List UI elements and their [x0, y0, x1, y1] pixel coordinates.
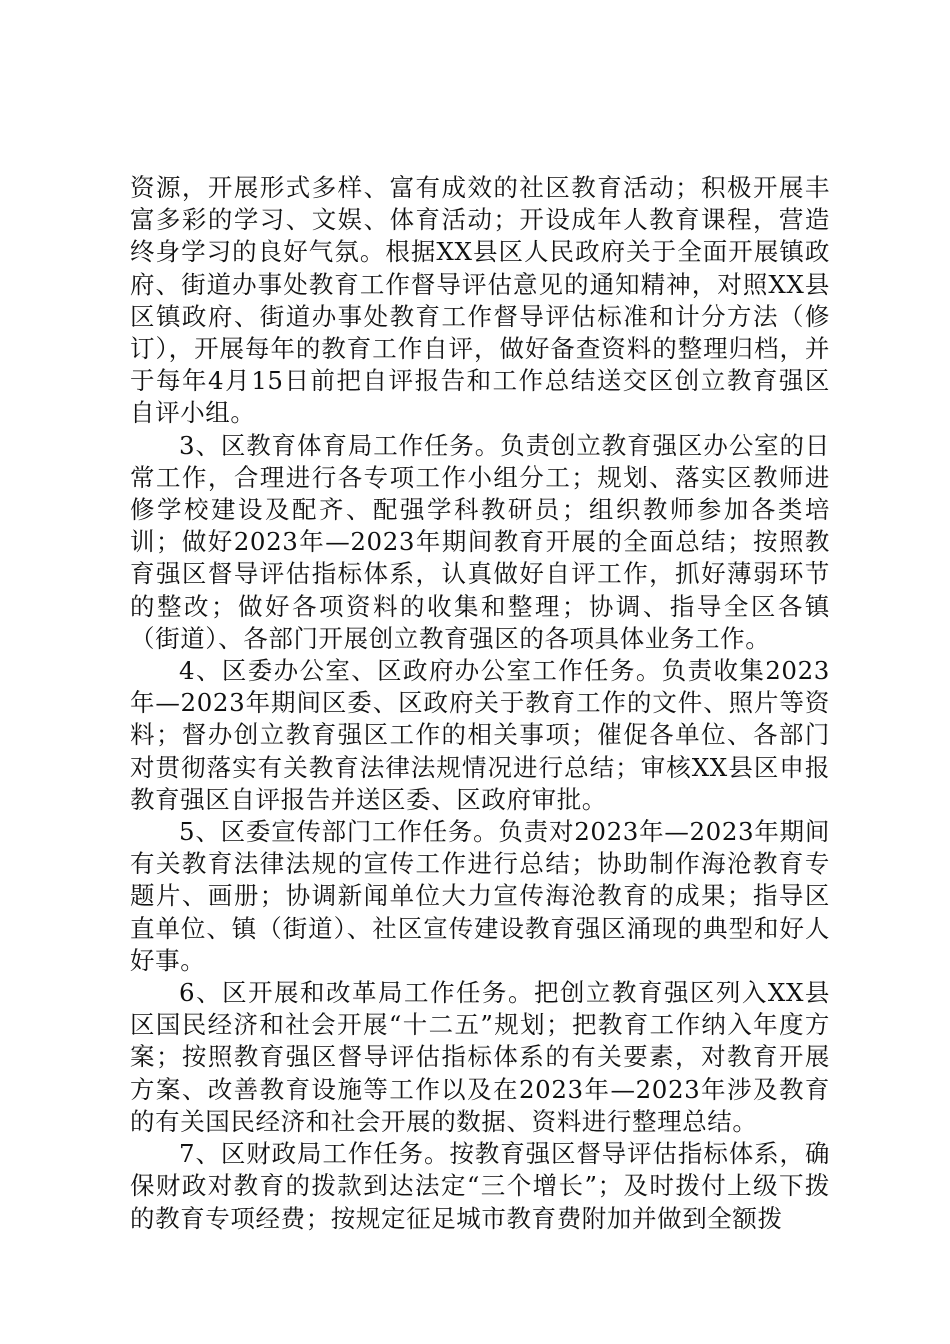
paragraph-finance-bureau: 7、区财政局工作任务。按教育强区督导评估指标体系，确保财政对教育的拨款到达法定“三个增长”；及时拨付上级下拨的教育专项经费；按规定征足城市教育费附加并做到全额拨 [130, 1139, 830, 1233]
paragraph-education-sports-bureau: 3、区教育体育局工作任务。负责创立教育强区办公室的日常工作，合理进行各专项工作小组分工；规划、落实区教师进修学校建设及配齐、配强学科教研员；组织教师参加各类培训；做好2023年—2023年期间教育开展的全面总结；按照教育强区督导评估指标体系，认真做好自评工作，抓好薄弱环节的整改；做好各项资料的收集和整理；协调、指导全区各镇（街道）、各部门开展创立教育强区的各项具体业务工作。 [130, 430, 830, 653]
paragraph-district-committee-office: 4、区委办公室、区政府办公室工作任务。负责收集2023年—2023年期间区委、区政府关于教育工作的文件、照片等资料；督办创立教育强区工作的相关事项；催促各单位、各部门对贯彻落实有关教育法律法规情况进行总结；审核XX县区申报教育强区自评报告并送区委、区政府审批。 [130, 656, 830, 814]
paragraph-continuation: 资源，开展形式多样、富有成效的社区教育活动；积极开展丰富多彩的学习、文娱、体育活动；开设成年人教育课程，营造终身学习的良好气氛。根据XX县区人民政府关于全面开展镇政府、街道办事处教育工作督导评估意见的通知精神，对照XX县区镇政府、街道办事处教育工作督导评估标准和计分方法（修订），开展每年的教育工作自评，做好备查资料的整理归档，并于每年4月15日前把自评报告和工作总结送交区创立教育强区自评小组。 [130, 173, 830, 428]
paragraph-publicity-department: 5、区委宣传部门工作任务。负责对2023年—2023年期间有关教育法律法规的宣传工作进行总结；协助制作海沧教育专题片、画册；协调新闻单位大力宣传海沧教育的成果；指导区直单位、镇（街道）、社区宣传建设教育强区涌现的典型和好人好事。 [130, 817, 830, 975]
document-page [130, 172, 830, 1235]
paragraph-development-reform-bureau: 6、区开展和改革局工作任务。把创立教育强区列入XX县区国民经济和社会开展“十二五”规划；把教育工作纳入年度方案；按照教育强区督导评估指标体系的有关要素，对教育开展方案、改善教育设施等工作以及在2023年—2023年涉及教育的有关国民经济和社会开展的数据、资料进行整理总结。 [130, 978, 830, 1136]
